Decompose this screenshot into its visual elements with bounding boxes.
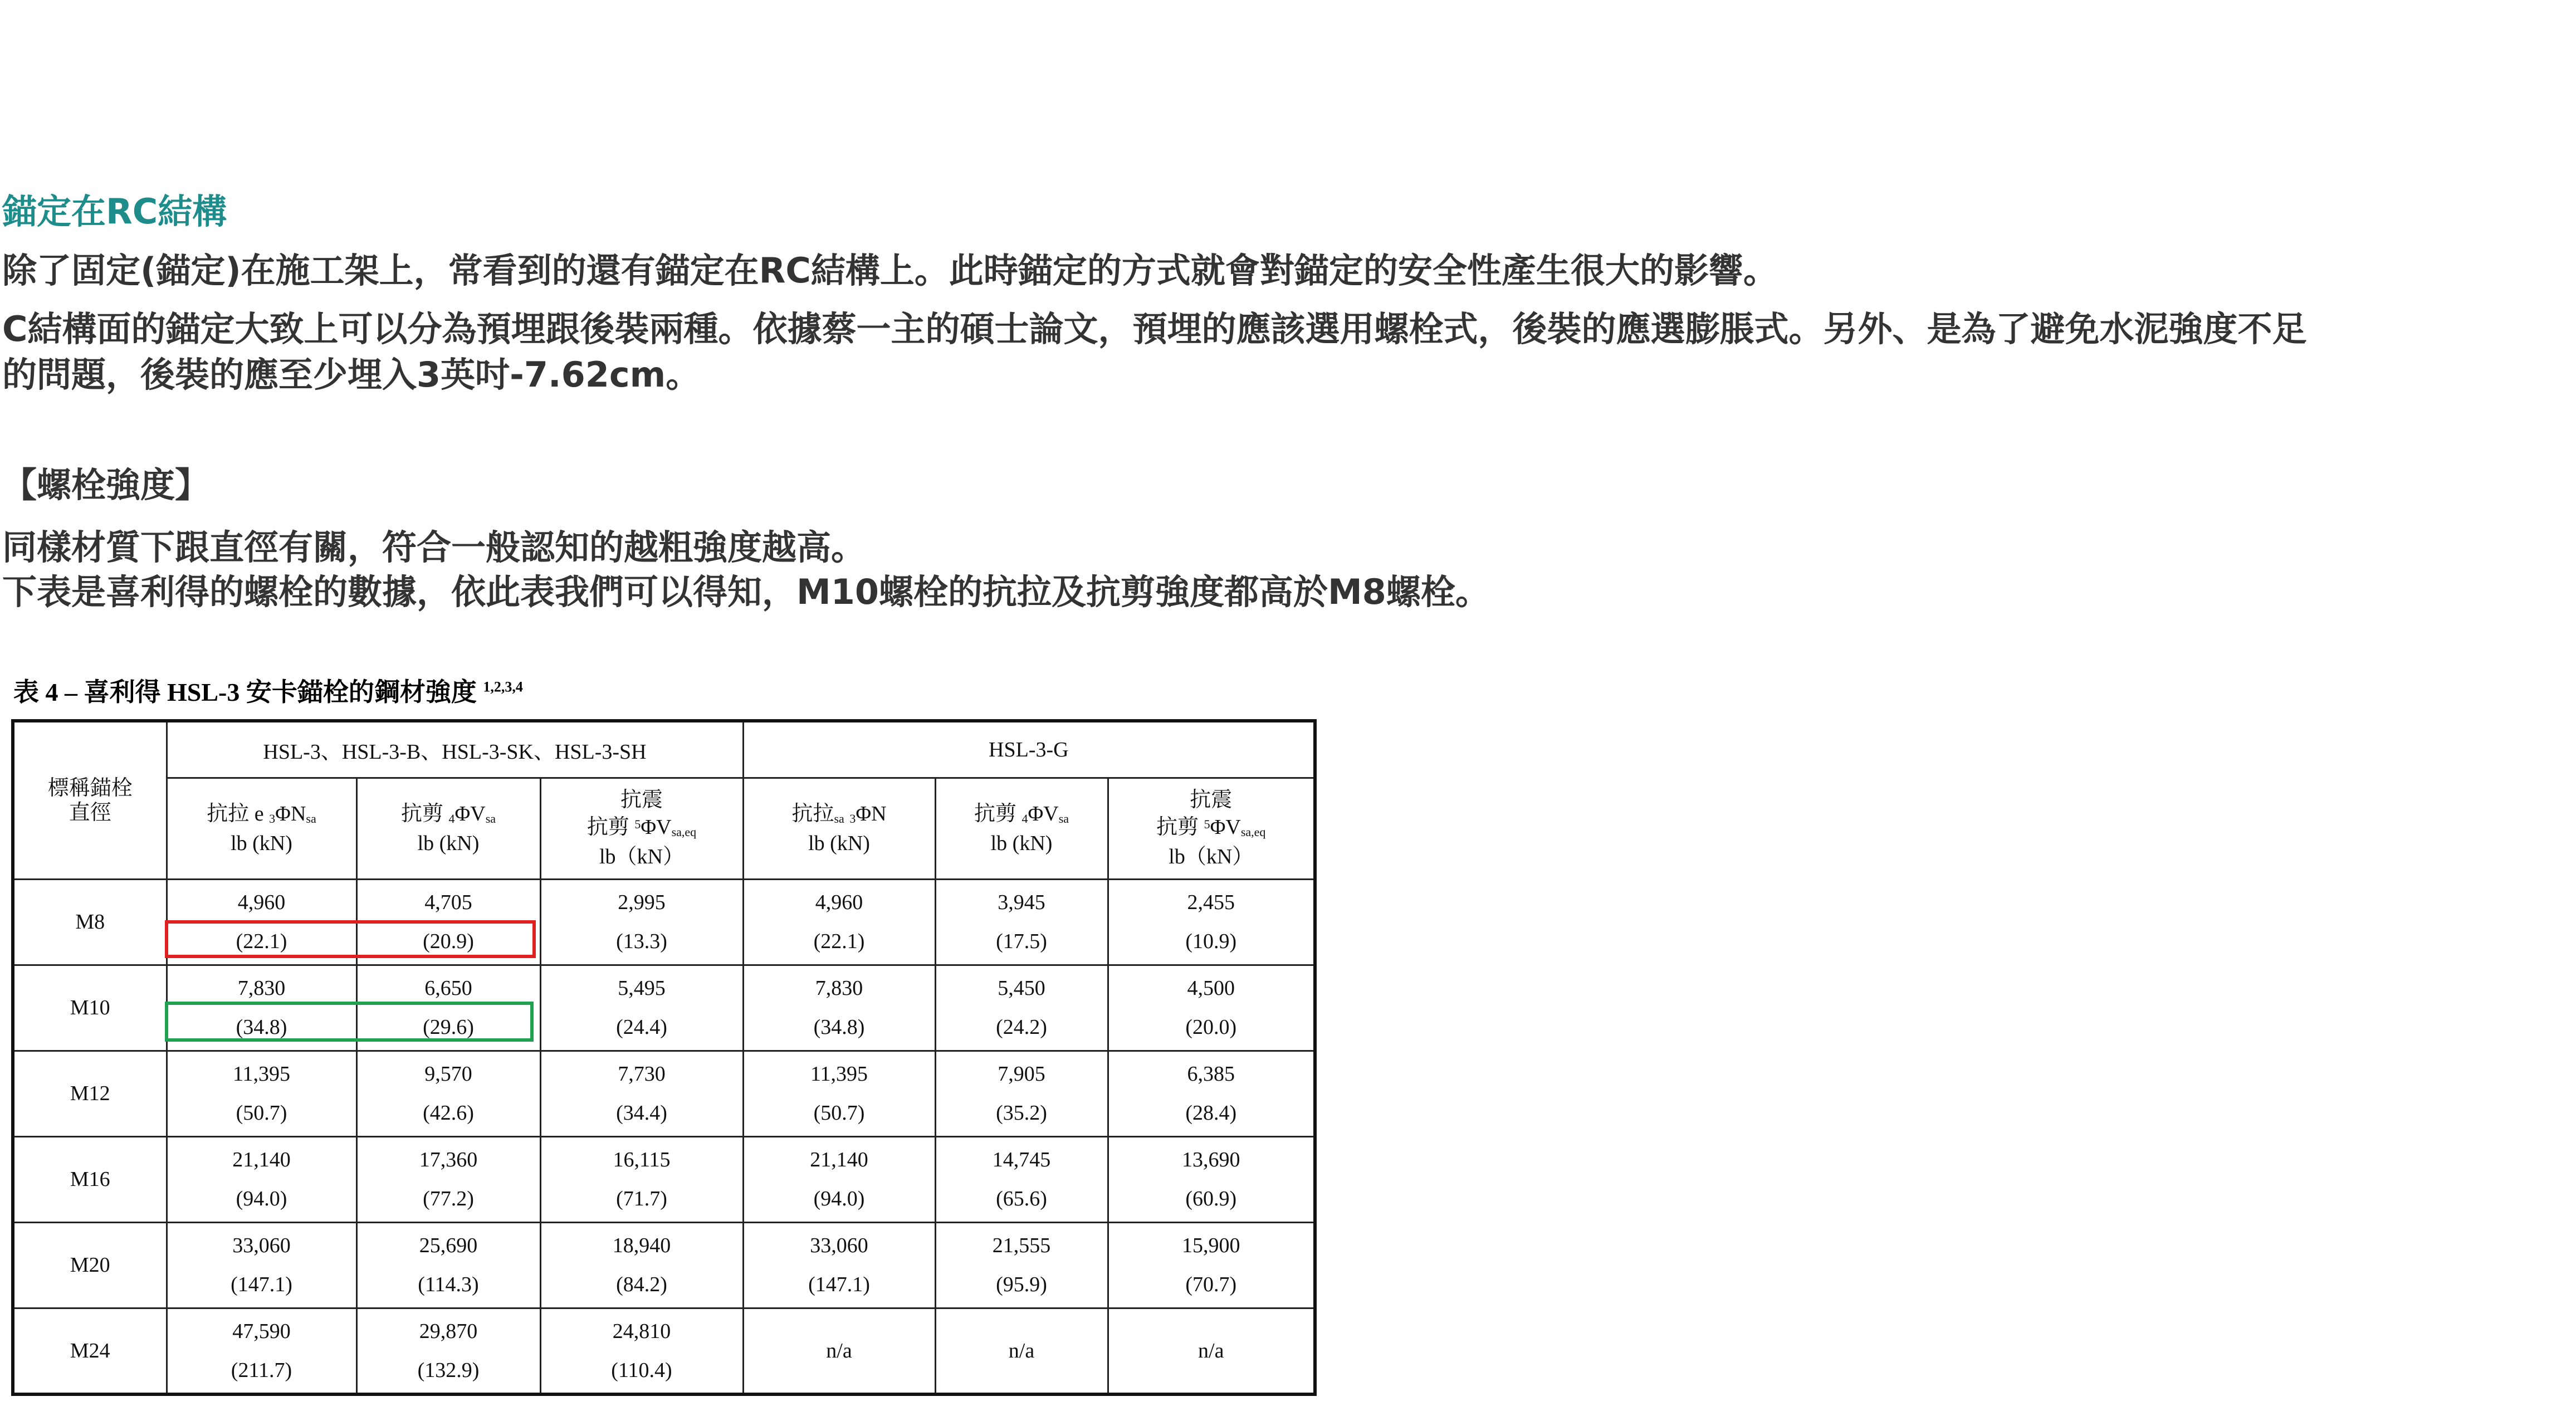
col6-label-2: 抗剪 (1156, 816, 1199, 839)
value-cell (1108, 1222, 1315, 1308)
col2-symbol: ΦV (454, 802, 486, 826)
col4-label: 抗拉 (791, 802, 834, 826)
row-size-cell: M24 (13, 1308, 167, 1394)
value-lb: 47,590 (232, 1319, 291, 1343)
value-kn: (211.7) (231, 1358, 292, 1382)
value-kn: (42.6) (423, 1101, 474, 1125)
value-cell (935, 1136, 1108, 1222)
value-kn: (132.9) (417, 1358, 480, 1382)
value-kn: (95.9) (996, 1273, 1047, 1296)
table-row (13, 1136, 1315, 1222)
value-kn: (147.1) (808, 1273, 870, 1296)
table-row (13, 1222, 1315, 1308)
value-kn: (20.9) (423, 930, 474, 953)
col1-e: e (254, 802, 264, 826)
row-header-line-2: 直徑 (69, 800, 111, 824)
value-kn: (20.0) (1185, 1015, 1237, 1039)
value-cell (743, 1308, 935, 1394)
value-cell (743, 1222, 935, 1308)
col-header-shear (356, 778, 540, 879)
col4-note: 3 (849, 811, 856, 826)
col1-subscript: sa (306, 811, 316, 826)
col-header-tension (167, 778, 356, 879)
value-cell (540, 879, 743, 965)
row-size-cell: M8 (13, 879, 167, 965)
value-lb: 15,900 (1182, 1234, 1240, 1257)
paragraph-2: C結構面的錨定大致上可以分為預埋跟後裝兩種。依據蔡一主的碩士論文，預埋的應該選用螺栓式，後裝的應選膨脹式。另外、是為了避免水泥強度不足 (2, 309, 2307, 349)
col5-unit: lb (kN) (990, 831, 1053, 855)
value-lb: 4,500 (1187, 976, 1235, 1000)
col5-note: 4 (1021, 811, 1028, 826)
value-kn: (13.3) (616, 930, 667, 953)
value-lb: 21,555 (992, 1234, 1051, 1257)
row-size-cell: M16 (13, 1136, 167, 1222)
value-cell (1108, 965, 1315, 1051)
value-kn: (10.9) (1185, 930, 1237, 953)
value-lb: 7,730 (618, 1062, 666, 1086)
value-lb: 11,395 (232, 1062, 291, 1086)
value-cell (935, 1222, 1108, 1308)
value-lb: n/a (1008, 1339, 1035, 1363)
value-lb: 25,690 (419, 1234, 478, 1257)
value-cell (743, 1136, 935, 1222)
value-lb: 21,140 (810, 1148, 868, 1171)
col-header-seismic-shear (540, 778, 743, 879)
value-kn: (24.4) (616, 1015, 667, 1039)
table-column-header-row (13, 778, 1315, 879)
col2-note: 4 (448, 811, 455, 826)
subsection-title: 【螺栓強度】 (2, 465, 210, 505)
value-kn: (110.4) (611, 1358, 672, 1382)
value-cell (743, 965, 935, 1051)
m10-highlight-box (165, 1002, 534, 1042)
col3-unit: lb（kN） (599, 845, 685, 868)
value-kn: (22.1) (813, 930, 865, 953)
value-cell (540, 1051, 743, 1136)
col5-label: 抗剪 (974, 802, 1016, 826)
value-cell (935, 965, 1108, 1051)
col4-unit: lb (kN) (808, 831, 870, 855)
col1-symbol: ΦN (275, 802, 306, 826)
paragraph-2-continued: 的問題，後裝的應至少埋入3英吋-7.62cm。 (2, 354, 701, 395)
value-lb: 7,905 (998, 1062, 1045, 1086)
value-lb: 21,140 (232, 1148, 291, 1171)
value-cell (743, 1051, 935, 1136)
value-lb: 7,830 (815, 976, 863, 1000)
table-caption (13, 672, 523, 709)
value-cell (356, 1222, 540, 1308)
value-kn: (35.2) (996, 1101, 1047, 1125)
value-lb: 4,960 (815, 891, 863, 914)
value-kn: (34.8) (813, 1015, 865, 1039)
value-kn: (94.0) (813, 1187, 865, 1210)
table-row (13, 1051, 1315, 1136)
value-lb: 16,115 (613, 1148, 671, 1171)
section-heading: 錨定在RC結構 (2, 191, 227, 232)
value-lb: 13,690 (1182, 1148, 1240, 1171)
value-lb: 9,570 (424, 1062, 472, 1086)
row-header-cell (13, 721, 167, 879)
group-header-hsl3g: HSL-3-G (743, 721, 1315, 778)
value-lb: 5,495 (618, 976, 666, 1000)
col3-label-1: 抗震 (620, 788, 663, 812)
value-cell (540, 965, 743, 1051)
col1-note: 3 (269, 811, 276, 826)
value-cell (167, 1222, 356, 1308)
value-lb: 33,060 (810, 1234, 868, 1257)
value-kn: (70.7) (1185, 1273, 1237, 1296)
row-size-cell: M12 (13, 1051, 167, 1136)
col6-symbol: ΦV (1210, 816, 1241, 839)
value-kn: (114.3) (418, 1273, 479, 1296)
value-lb: 2,995 (618, 891, 666, 914)
col3-subscript: sa,eq (671, 825, 697, 839)
table-row (13, 1308, 1315, 1394)
col-header-g-shear (935, 778, 1108, 879)
col1-label: 抗拉 (207, 802, 250, 826)
value-lb: 2,455 (1187, 891, 1235, 914)
col3-label-2: 抗剪 (586, 816, 629, 839)
value-kn: (84.2) (616, 1273, 667, 1296)
col6-note: 5 (1204, 817, 1210, 831)
value-lb: 5,450 (998, 976, 1045, 1000)
value-lb: 14,745 (992, 1148, 1051, 1171)
col2-unit: lb (kN) (417, 831, 480, 855)
col3-note: 5 (634, 817, 641, 831)
paragraph-3: 同樣材質下跟直徑有關，符合一般認知的越粗強度越高。 (2, 527, 866, 568)
value-cell (1108, 1136, 1315, 1222)
table-caption-text: 表 4 – 喜利得 HSL-3 安卡錨栓的鋼材強度 (13, 678, 477, 706)
value-lb: 3,945 (998, 891, 1045, 914)
value-kn: (34.4) (616, 1101, 667, 1125)
value-lb: 17,360 (419, 1148, 478, 1171)
value-kn: (147.1) (231, 1273, 292, 1296)
value-kn: (17.5) (996, 930, 1047, 953)
value-cell (356, 1051, 540, 1136)
value-cell (356, 1136, 540, 1222)
value-kn: (50.7) (236, 1101, 287, 1125)
value-kn: (28.4) (1185, 1101, 1237, 1125)
table-caption-notes: 1,2,3,4 (483, 678, 523, 695)
col6-label-1: 抗震 (1190, 788, 1233, 812)
value-cell (167, 1051, 356, 1136)
value-lb: 6,385 (1187, 1062, 1235, 1086)
value-cell (540, 1308, 743, 1394)
value-cell (1108, 879, 1315, 965)
value-cell (540, 1136, 743, 1222)
row-size-cell: M10 (13, 965, 167, 1051)
col4-subscript: sa (834, 811, 844, 826)
value-cell (1108, 1051, 1315, 1136)
col4-symbol: ΦN (856, 802, 887, 826)
value-cell (167, 1308, 356, 1394)
value-cell (935, 1051, 1108, 1136)
value-lb: 24,810 (612, 1319, 671, 1343)
col2-subscript: sa (485, 811, 496, 826)
value-lb: 4,960 (237, 891, 286, 914)
m8-highlight-box (165, 920, 536, 958)
col6-subscript: sa,eq (1240, 825, 1266, 839)
row-size-cell: M20 (13, 1222, 167, 1308)
table-group-header-row (13, 721, 1315, 778)
value-cell (167, 1136, 356, 1222)
value-lb: n/a (826, 1339, 852, 1363)
value-kn: (34.8) (236, 1015, 287, 1039)
value-kn: (22.1) (236, 930, 287, 953)
col5-subscript: sa (1058, 811, 1069, 826)
value-lb: 6,650 (424, 976, 472, 1000)
value-kn: (50.7) (813, 1101, 865, 1125)
group-header-hsl3: HSL-3、HSL-3-B、HSL-3-SK、HSL-3-SH (167, 721, 743, 778)
value-lb: n/a (1198, 1339, 1224, 1363)
col2-label: 抗剪 (400, 802, 443, 826)
anchor-strength-table (11, 719, 1317, 1396)
value-lb: 33,060 (232, 1234, 291, 1257)
value-cell (743, 879, 935, 965)
value-cell (356, 1308, 540, 1394)
row-header-line-1: 標稱錨栓 (47, 776, 133, 800)
value-lb: 11,395 (810, 1062, 868, 1086)
value-lb: 7,830 (237, 976, 286, 1000)
col6-unit: lb（kN） (1169, 845, 1254, 868)
value-kn: (24.2) (996, 1015, 1047, 1039)
value-kn: (77.2) (423, 1187, 474, 1210)
col3-symbol: ΦV (641, 816, 672, 839)
value-cell (540, 1222, 743, 1308)
value-cell (935, 879, 1108, 965)
value-cell (1108, 1308, 1315, 1394)
paragraph-1: 除了固定(錨定)在施工架上，常看到的還有錨定在RC結構上。此時錨定的方式就會對錨定的安全性產生很大的影響。 (2, 250, 1778, 291)
value-lb: 4,705 (424, 891, 472, 914)
value-kn: (29.6) (423, 1015, 474, 1039)
value-lb: 29,870 (419, 1319, 478, 1343)
value-kn: (65.6) (996, 1187, 1047, 1210)
value-kn: (94.0) (236, 1187, 287, 1210)
col5-symbol: ΦV (1028, 802, 1059, 826)
value-kn: (71.7) (616, 1187, 667, 1210)
col-header-g-seismic-shear (1108, 778, 1315, 879)
col-header-g-tension (743, 778, 935, 879)
value-cell (935, 1308, 1108, 1394)
value-lb: 18,940 (612, 1234, 671, 1257)
col1-unit: lb (kN) (231, 831, 292, 855)
value-kn: (60.9) (1185, 1187, 1237, 1210)
paragraph-4: 下表是喜利得的螺栓的數據，依此表我們可以得知，M10螺栓的抗拉及抗剪強度都高於M8螺栓。 (2, 572, 1490, 612)
